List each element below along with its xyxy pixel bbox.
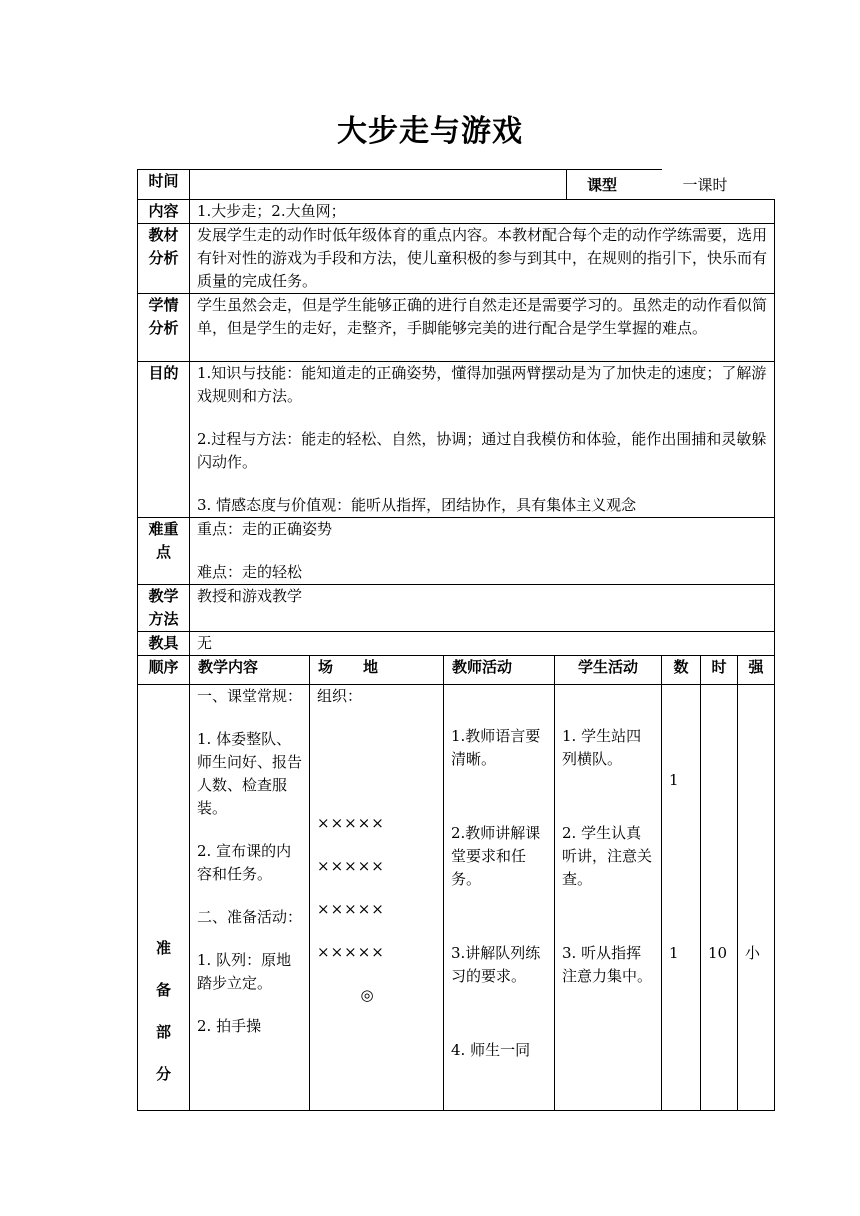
prep-teacher bbox=[444, 685, 555, 1111]
prep-count-2: 1 bbox=[669, 944, 679, 962]
prep-count bbox=[662, 685, 701, 1111]
prep-content-1: 一、课堂常规： bbox=[197, 687, 303, 705]
venue-label: 组织： bbox=[317, 687, 363, 705]
header-venue: 场 地 bbox=[310, 656, 444, 685]
type-value: 一课时 bbox=[637, 170, 773, 199]
student-analysis-label: 学情分析 bbox=[138, 294, 190, 362]
prep-row bbox=[138, 685, 775, 1111]
goals-label: 目的 bbox=[138, 362, 190, 518]
prep-content bbox=[190, 685, 310, 1111]
prep-venue bbox=[310, 685, 444, 1111]
header-student: 学生活动 bbox=[555, 656, 662, 685]
prep-section-label bbox=[138, 685, 190, 1111]
header-content: 教学内容 bbox=[190, 656, 310, 685]
student-analysis-text: 学生虽然会走，但是学生能够正确的进行自然走还是需要学习的。虽然走的动作看似简单，但是学生的走好，走整齐，手脚能够完美的进行配合是学生掌握的难点。 bbox=[190, 294, 775, 362]
header-time: 时 bbox=[701, 656, 738, 685]
header-count: 数 bbox=[662, 656, 701, 685]
prep-char-2: 备 bbox=[155, 981, 171, 999]
prep-content-3: 2. 宣布课的内容和任务。 bbox=[197, 842, 292, 883]
goal-2: 2.过程与方法：能走的轻松、自然，协调；通过自我模仿和体验，能作出围捕和灵敏躲闪动作。 bbox=[197, 430, 767, 471]
formation-row-4: ××××× bbox=[317, 943, 385, 961]
content-row bbox=[138, 200, 775, 224]
header-intensity: 强 bbox=[738, 656, 775, 685]
formation-row-1: ××××× bbox=[317, 814, 385, 832]
focus-text: 重点：走的正确姿势 bbox=[197, 520, 333, 538]
material-text: 发展学生走的动作时低年级体育的重点内容。本教材配合每个走的动作学练需要，选用有针对性的游戏为手段和方法，使儿童积极的参与到其中，在规则的指引下，快乐而有质量的完成任务。 bbox=[190, 224, 775, 294]
prep-teacher-4: 4. 师生一同 bbox=[451, 1041, 531, 1059]
prep-student-2: 2. 学生认真听讲，注意关查。 bbox=[562, 824, 653, 888]
prep-char-1: 准 bbox=[155, 939, 171, 957]
header-teacher: 教师活动 bbox=[444, 656, 555, 685]
goals-row bbox=[138, 362, 775, 518]
teacher-position-mark: ◎ bbox=[360, 986, 374, 1004]
prep-char-4: 分 bbox=[155, 1065, 171, 1083]
key-points-text bbox=[190, 518, 775, 585]
prep-time bbox=[701, 685, 738, 1111]
prep-content-6: 2. 拍手操 bbox=[197, 1017, 262, 1035]
goal-3: 3. 情感态度与价值观：能听从指挥，团结协作，具有集体主义观念 bbox=[197, 496, 637, 514]
method-text: 教授和游戏教学 bbox=[190, 585, 775, 632]
prep-student bbox=[555, 685, 662, 1111]
schedule-header-row bbox=[138, 656, 775, 685]
method-row bbox=[138, 585, 775, 632]
formation-row-2: ××××× bbox=[317, 857, 385, 875]
content-label: 内容 bbox=[138, 200, 190, 224]
material-row bbox=[138, 224, 775, 294]
prep-count-1: 1 bbox=[669, 771, 679, 789]
prep-student-3: 3. 听从指挥注意力集中。 bbox=[562, 944, 653, 985]
type-label: 课型 bbox=[566, 170, 638, 199]
key-points-label: 难重点 bbox=[138, 518, 190, 585]
formation-row-3: ××××× bbox=[317, 900, 385, 918]
lesson-plan-table bbox=[137, 169, 775, 1111]
equipment-label: 教具 bbox=[138, 632, 190, 656]
method-label: 教学方法 bbox=[138, 585, 190, 632]
prep-intensity bbox=[738, 685, 775, 1111]
document-title: 大步走与游戏 bbox=[337, 114, 523, 149]
key-points-row bbox=[138, 518, 775, 585]
equipment-text: 无 bbox=[190, 632, 775, 656]
student-analysis-row bbox=[138, 294, 775, 362]
prep-teacher-2: 2.教师讲解课堂要求和任务。 bbox=[451, 824, 541, 888]
time-label: 时间 bbox=[138, 170, 190, 200]
prep-char-3: 部 bbox=[155, 1023, 171, 1041]
difficulty-text: 难点：走的轻松 bbox=[197, 563, 303, 581]
prep-content-5: 1. 队列：原地踏步立定。 bbox=[197, 951, 292, 992]
equipment-row bbox=[138, 632, 775, 656]
prep-time-value: 10 bbox=[708, 944, 728, 962]
goal-1: 1.知识与技能：能知道走的正确姿势，懂得加强两臂摆动是为了加快走的速度；了解游戏规则和方法。 bbox=[197, 364, 767, 405]
prep-content-2: 1. 体委整队、师生问好、报告人数、检查服装。 bbox=[197, 730, 303, 817]
prep-teacher-3: 3.讲解队列练习的要求。 bbox=[451, 944, 541, 985]
goals-text bbox=[190, 362, 775, 518]
content-text: 1.大步走；2.大鱼网； bbox=[190, 200, 775, 224]
prep-teacher-1: 1.教师语言要清晰。 bbox=[451, 727, 541, 768]
prep-intensity-value: 小 bbox=[745, 944, 761, 962]
prep-content-4: 二、准备活动： bbox=[197, 908, 303, 926]
header-order: 顺序 bbox=[138, 656, 190, 685]
prep-student-1: 1. 学生站四列横队。 bbox=[562, 727, 642, 768]
material-label: 教材分析 bbox=[138, 224, 190, 294]
